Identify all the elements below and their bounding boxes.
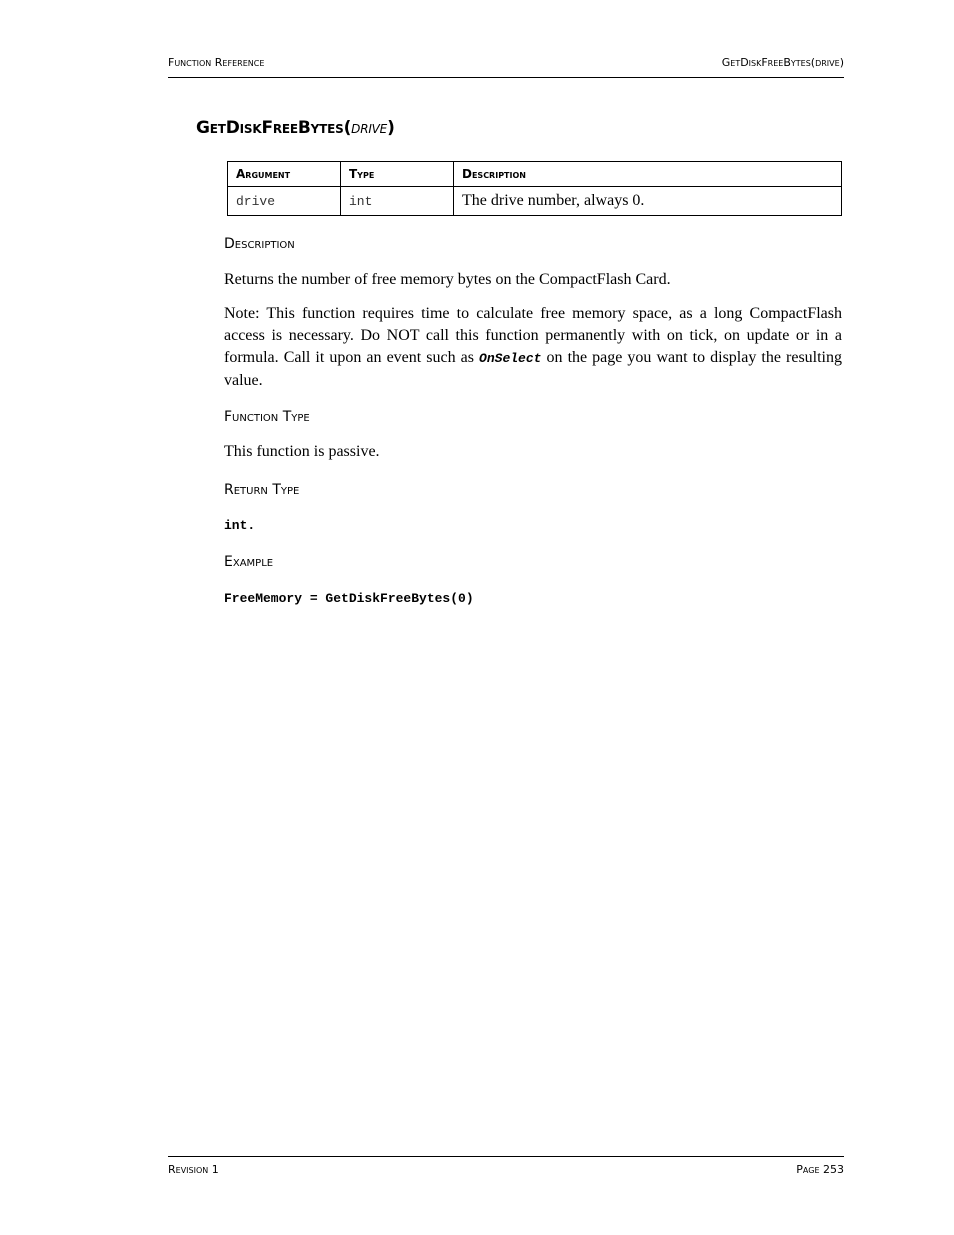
example-heading: Example [224, 554, 274, 570]
page-header [168, 56, 844, 78]
footer-page-number: Page 253 [796, 1163, 844, 1176]
cell-description: The drive number, always 0. [454, 187, 842, 216]
title-parameter: drive [351, 118, 388, 138]
return-type-heading: Return Type [224, 482, 300, 498]
note-text-before: Note: This function requires time to calculate free memory space, as a long CompactFlash access is necessary. Do NOT call this function permanently with on tick, on update or in a formula. Call it upon an event such as [224, 305, 842, 366]
table-header-row [228, 162, 842, 187]
column-header-type: Type [341, 162, 454, 187]
cell-argument: drive [228, 187, 341, 216]
header-chapter-title: Function Reference [168, 56, 265, 69]
page-title [196, 118, 395, 138]
title-close-paren: ) [387, 118, 395, 138]
note-inline-code: OnSelect [479, 351, 542, 366]
column-header-description: Description [454, 162, 842, 187]
example-code: FreeMemory = GetDiskFreeBytes(0) [224, 591, 474, 606]
cell-type: int [341, 187, 454, 216]
footer-revision: Revision 1 [168, 1163, 219, 1176]
title-function-name: GetDiskFreeBytes( [196, 118, 352, 138]
table-row [228, 187, 842, 216]
return-type-text: int. [224, 518, 256, 533]
page-footer [168, 1156, 844, 1178]
note-text-after: on the page you want to display the resulting value. [224, 349, 843, 389]
function-type-text: This function is passive. [224, 443, 380, 460]
description-text: Returns the number of free memory bytes on the CompactFlash Card. [224, 271, 671, 288]
column-header-argument: Argument [228, 162, 341, 187]
header-section-title: GetDiskFreeBytes(drive) [721, 56, 844, 69]
arguments-table [227, 161, 842, 216]
description-heading: Description [224, 236, 295, 252]
function-type-heading: Function Type [224, 409, 310, 425]
note-paragraph [224, 303, 842, 392]
